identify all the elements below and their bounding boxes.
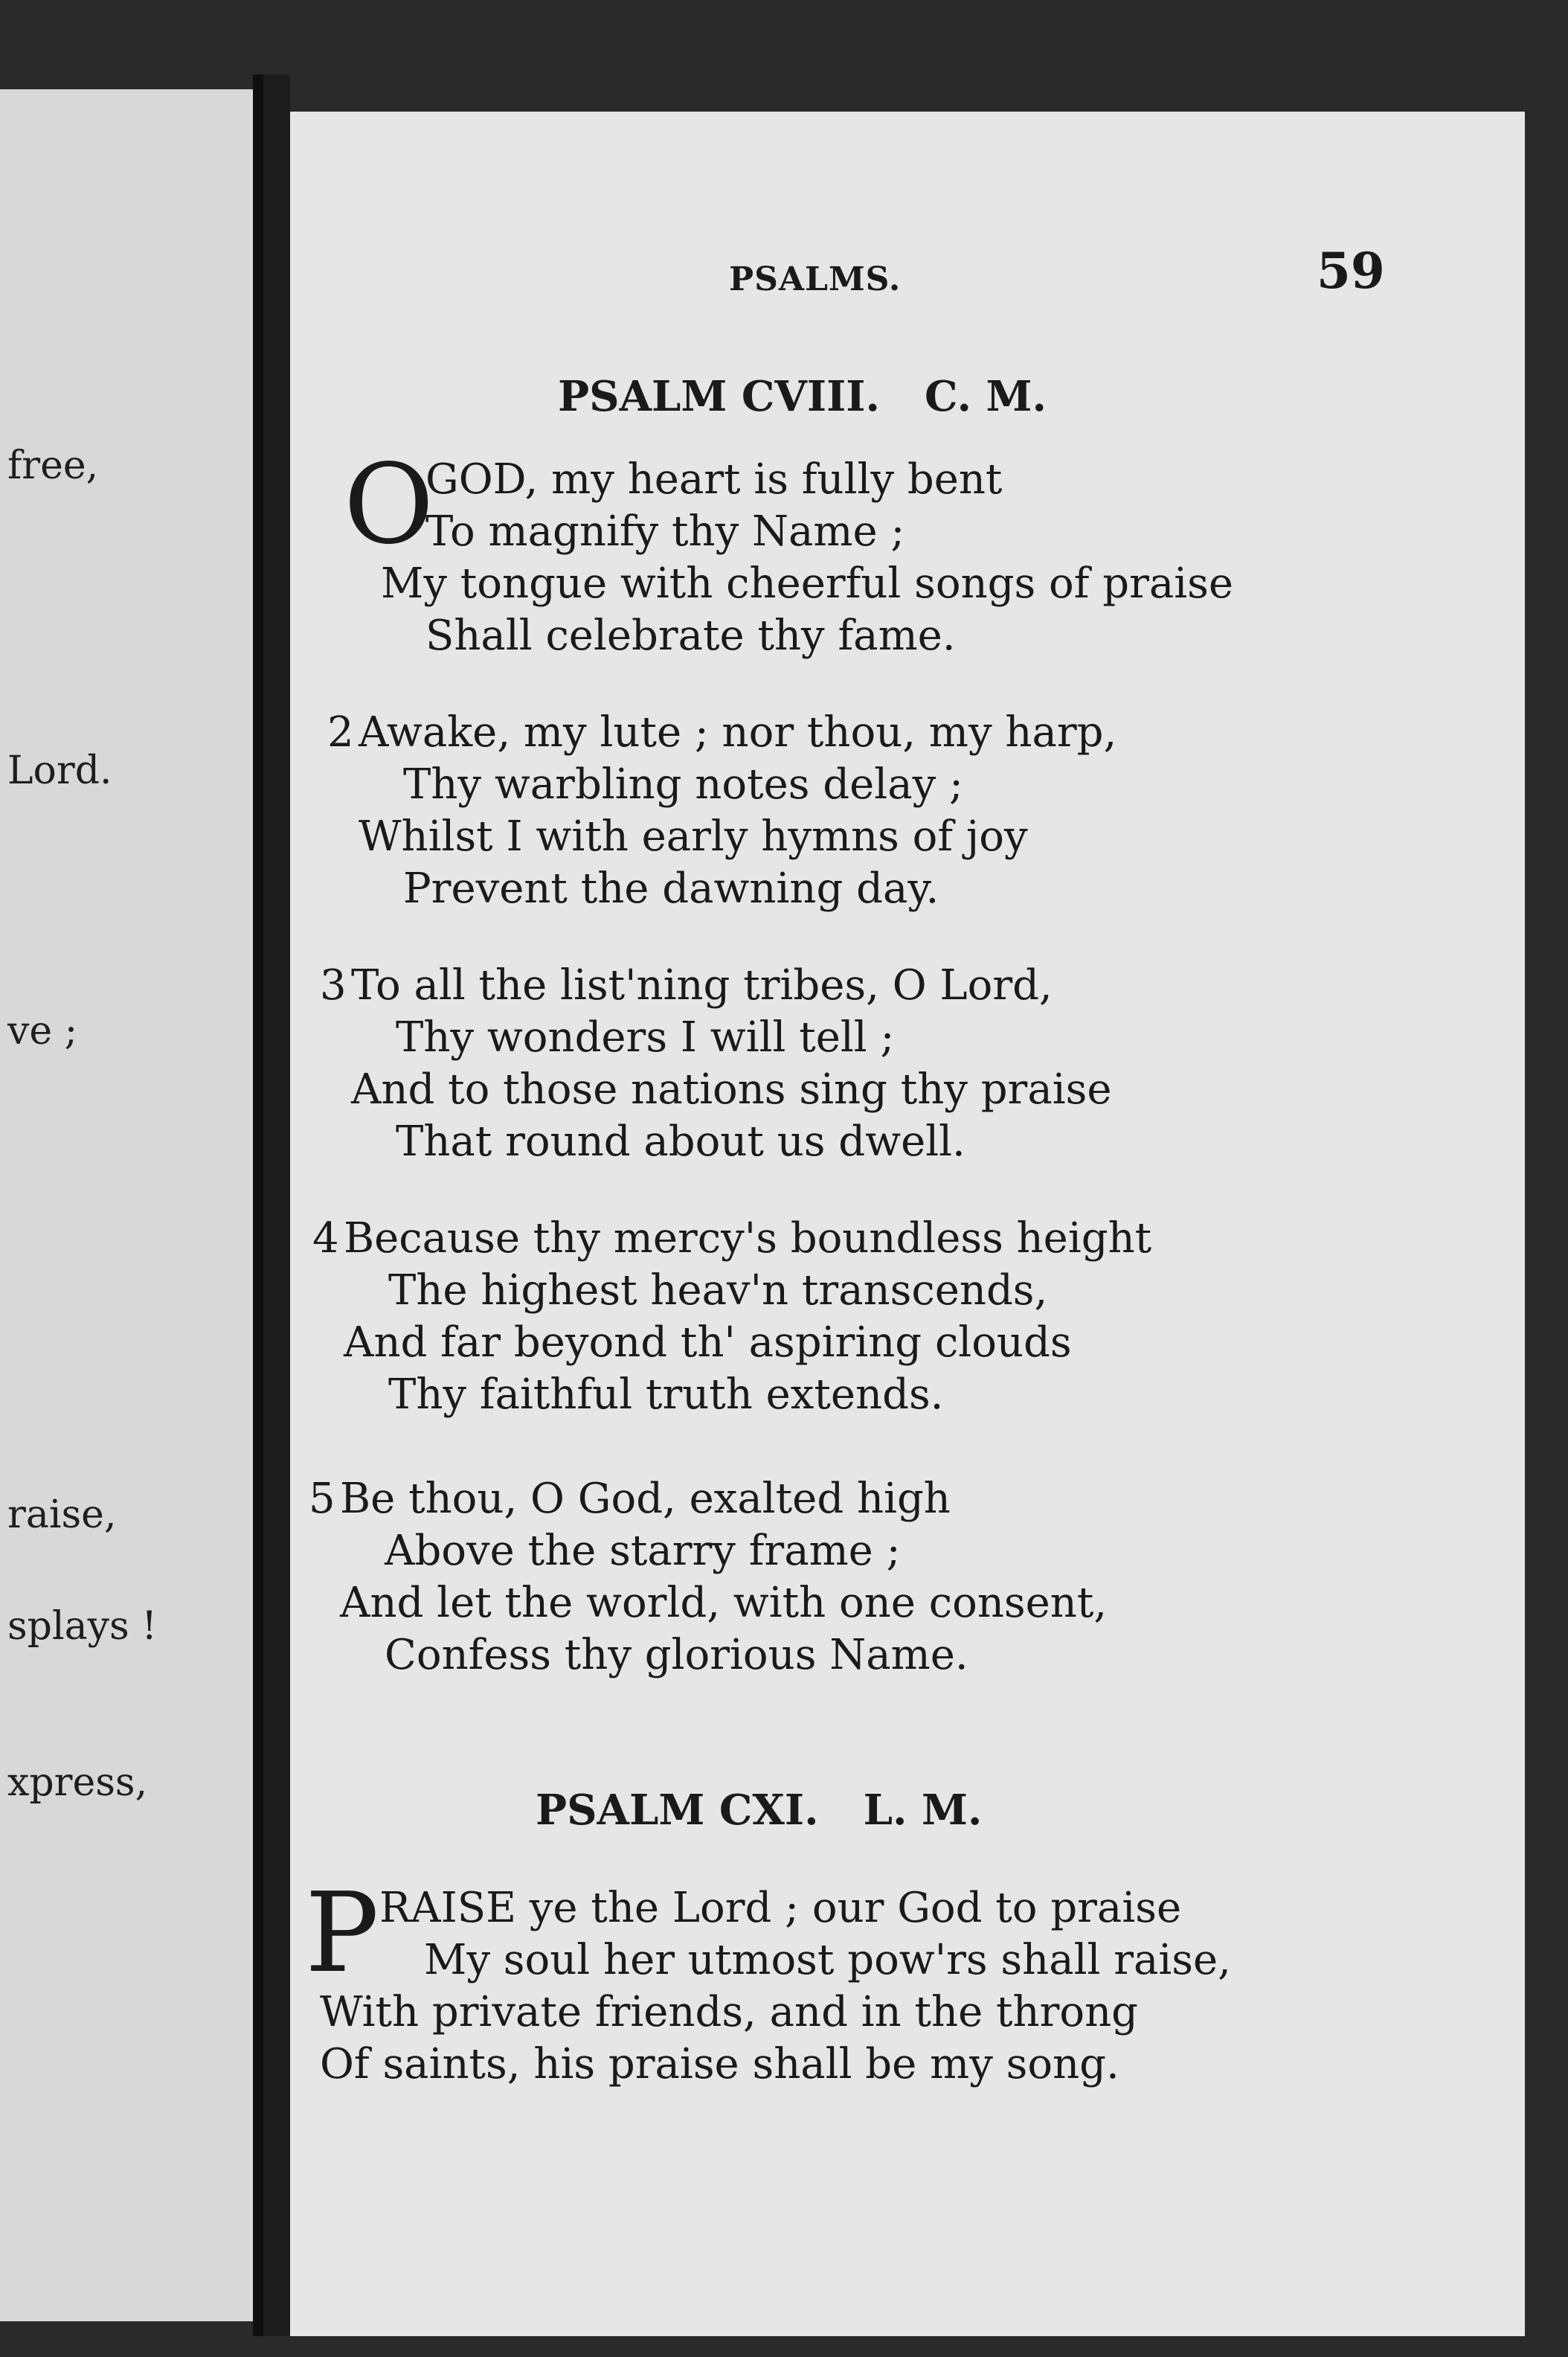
stanza-2: [327, 707, 1116, 915]
verse-line: Be thou, O God, exalted high: [340, 1475, 951, 1523]
stanza-1: [344, 440, 1234, 662]
verse-number: 2: [327, 708, 354, 757]
psalm-meter: L. M.: [863, 1786, 983, 1835]
verse-line: And let the world, with one consent,: [340, 1579, 1108, 1627]
verse-number: 5: [309, 1475, 335, 1523]
verse-line: GOD, my heart is fully bent: [425, 455, 1003, 504]
verse-line: Because thy mercy's boundless height: [344, 1214, 1152, 1263]
page-number: 59: [1317, 242, 1385, 300]
verse-number: 3: [320, 961, 347, 1010]
psalm-heading: [558, 372, 1047, 421]
gutter-rule: [253, 74, 263, 2336]
stanza-4: [312, 1213, 1151, 1421]
drop-capital: P: [305, 1869, 379, 1997]
verse-line: Of saints, his praise shall be my song.: [320, 2040, 1119, 2088]
left-fragment: ve ;: [7, 1009, 78, 1054]
verse-line: Thy faithful truth extends.: [388, 1370, 944, 1419]
drop-capital: O: [344, 440, 434, 568]
verse-line: That round about us dwell.: [396, 1117, 965, 1166]
left-fragment: xpress,: [7, 1760, 148, 1805]
psalm-heading: [536, 1786, 982, 1835]
book-gutter: [253, 74, 290, 2336]
verse-line: And far beyond th' aspiring clouds: [344, 1318, 1072, 1367]
verse-line: Thy warbling notes delay ;: [403, 760, 963, 809]
verse-line: Awake, my lute ; nor thou, my harp,: [359, 708, 1117, 757]
verse-line: My tongue with cheerful songs of praise: [381, 559, 1234, 608]
left-fragment: raise,: [7, 1492, 117, 1537]
left-fragment: Lord.: [7, 748, 112, 793]
verse-line: My soul her utmost pow'rs shall raise,: [424, 1936, 1231, 1984]
stanza-5: [309, 1473, 1107, 1681]
verse-line: Thy wonders I will tell ;: [396, 1013, 895, 1062]
verse-line: Confess thy glorious Name.: [385, 1631, 968, 1679]
verse-line: To magnify thy Name ;: [425, 507, 905, 556]
psalm-title: PSALM CVIII.: [558, 372, 880, 421]
verse-line: Whilst I with early hymns of joy: [359, 812, 1028, 861]
verse-line: Prevent the dawning day.: [403, 865, 939, 913]
left-facing-page: [0, 89, 253, 2321]
verse-line: And to those nations sing thy praise: [351, 1065, 1112, 1114]
verse-line: To all the list'ning tribes, O Lord,: [351, 961, 1053, 1010]
book-page: [290, 112, 1525, 2336]
stanza-3: [320, 960, 1112, 1168]
verse-line: RAISE ye the Lord ; our God to praise: [379, 1884, 1182, 1932]
left-fragment: free,: [7, 443, 99, 488]
left-fragment: splays !: [7, 1604, 158, 1649]
running-title: PSALMS.: [729, 260, 902, 298]
psalm-title: PSALM CXI.: [536, 1786, 819, 1835]
verse-line: Above the starry frame ;: [385, 1527, 901, 1575]
psalm-meter: C. M.: [924, 372, 1047, 421]
verse-line: With private friends, and in the throng: [320, 1988, 1139, 2036]
stanza-1: [305, 1869, 1231, 2091]
verse-number: 4: [312, 1214, 339, 1263]
verse-line: Shall celebrate thy fame.: [425, 612, 956, 660]
verse-line: The highest heav'n transcends,: [388, 1266, 1048, 1315]
